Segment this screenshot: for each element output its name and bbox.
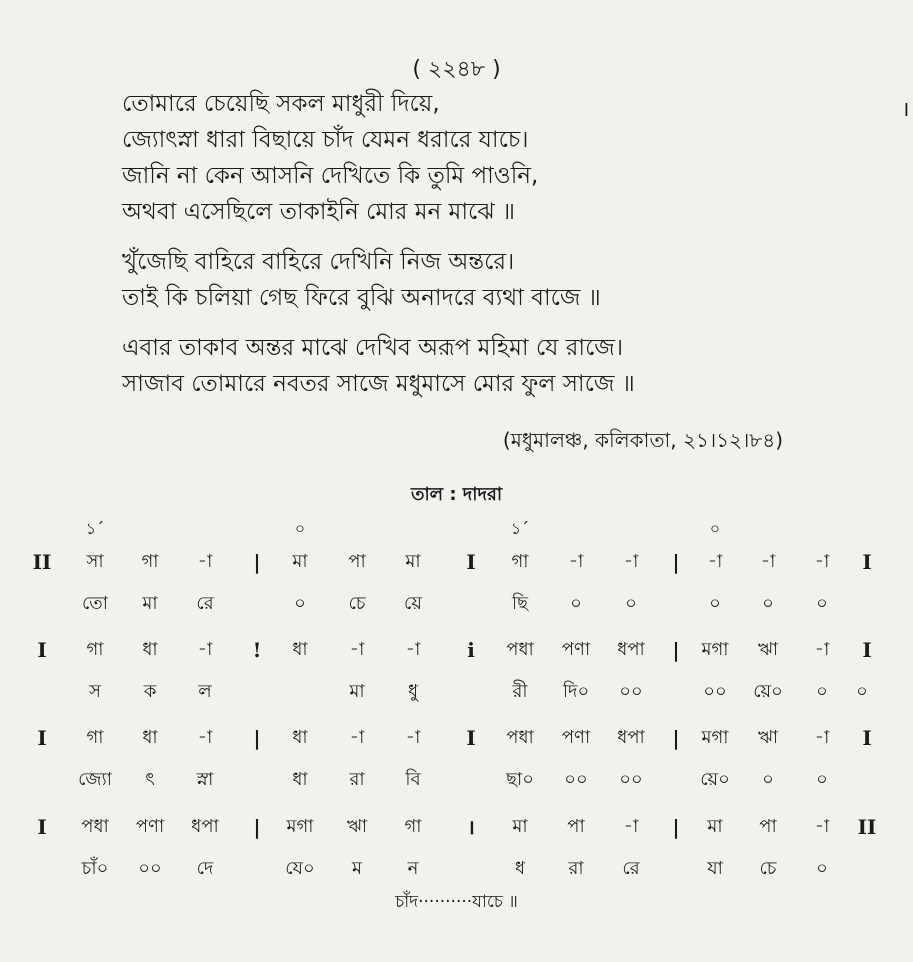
lyric-syllable: ০ <box>294 593 306 614</box>
lyric-syllable: ল <box>198 681 212 702</box>
lyric-syllable: মা <box>142 593 158 614</box>
lyric-syllable: য়ে০ <box>700 769 730 790</box>
bar-line: II <box>857 815 877 839</box>
lyric-syllable: রী <box>512 681 528 702</box>
lyric-syllable: ধু <box>407 681 419 702</box>
bar-line: I <box>37 815 47 839</box>
swara-note: পণা <box>561 639 591 660</box>
lyric-syllable: ০ <box>762 769 774 790</box>
lyric-syllable: ০০ <box>619 769 643 790</box>
swara-note: পধা <box>81 816 109 837</box>
poem-line: জানি না কেন আসনি দেখিতে কি তুমি পাওনি, <box>122 163 539 189</box>
swara-note: গা <box>511 551 529 572</box>
beat-mark: ১´ <box>85 519 105 538</box>
bar-line: I <box>862 550 872 574</box>
bar-line: II <box>32 550 52 574</box>
bar-line: I <box>466 550 476 574</box>
swara-note: পা <box>567 816 585 837</box>
lyric-syllable: ০ <box>816 681 828 702</box>
swara-note: -া <box>814 816 830 837</box>
lyric-syllable: ০০ <box>703 681 727 702</box>
swara-note: -া <box>197 551 213 572</box>
bar-line: i <box>467 638 475 662</box>
lyric-syllable: স <box>89 681 101 702</box>
lyric-syllable: ন <box>407 858 419 879</box>
swara-note: মা <box>405 551 421 572</box>
lyric-syllable: ০ <box>762 593 774 614</box>
swara-note: সা <box>86 551 104 572</box>
bar-line: । <box>467 815 475 839</box>
swara-note: ধপা <box>617 639 645 660</box>
swara-note: গা <box>141 551 159 572</box>
swara-note: -া <box>349 727 365 748</box>
lyric-syllable: দে <box>196 858 214 879</box>
page-number: ( ২২৪৮ ) <box>412 57 501 82</box>
swara-note: -া <box>760 551 776 572</box>
swara-note: গা <box>86 727 104 748</box>
swara-note: পা <box>759 816 777 837</box>
swara-note: ঋা <box>346 816 368 837</box>
swara-note: -া <box>814 551 830 572</box>
poem-line: সাজাব তোমারে নবতর সাজে মধুমাসে মোর ফুল সাজে ॥ <box>122 371 635 397</box>
lyric-syllable: রা <box>349 769 365 790</box>
lyric-syllable: ০০ <box>564 769 588 790</box>
swara-note: ধা <box>292 727 308 748</box>
lyric-syllable: ছা০ <box>506 769 534 790</box>
lyric-syllable: ৎ <box>145 769 155 790</box>
swara-note: গা <box>86 639 104 660</box>
lyric-syllable: চাঁ০ <box>81 858 109 879</box>
swara-note: ধা <box>292 639 308 660</box>
poem-line: তাই কি চলিয়া গেছ ফিরে বুঝি অনাদরে ব্যথা বাজে ॥ <box>122 285 601 311</box>
lyric-syllable: যে০ <box>285 858 315 879</box>
bar-line: I <box>37 638 47 662</box>
poem-line: খুঁজেছি বাহিরে বাহিরে দেখিনি নিজ অন্তরে। <box>122 249 515 275</box>
lyric-syllable: ধা <box>292 769 308 790</box>
lyric-syllable: ০ <box>570 593 582 614</box>
lyric-syllable: ০ <box>625 593 637 614</box>
swara-note: -া <box>623 816 639 837</box>
swara-note: ধা <box>142 639 158 660</box>
bar-line: | <box>253 726 261 750</box>
bar-line: I <box>466 726 476 750</box>
bar-line: I <box>37 726 47 750</box>
bar-line: | <box>253 815 261 839</box>
swara-note: পণা <box>135 816 165 837</box>
swara-note: -া <box>349 639 365 660</box>
swara-note: পধা <box>506 727 534 748</box>
lyric-syllable: ০০ <box>138 858 162 879</box>
lyric-syllable: চে <box>348 593 366 614</box>
swara-note: ঋা <box>757 639 779 660</box>
bar-line: | <box>672 726 680 750</box>
lyric-syllable: রে <box>196 593 214 614</box>
beat-mark: ১´ <box>510 519 530 538</box>
swara-note: -া <box>197 727 213 748</box>
lyric-syllable: ০০ <box>619 681 643 702</box>
poem-line: অথবা এসেছিলে তাকাইনি মোর মন মাঝে ॥ <box>122 199 515 225</box>
swara-note: মা <box>707 816 723 837</box>
poem-line: জ্যোৎস্না ধারা বিছায়ে চাঁদ যেমন ধরারে যাচে। <box>122 127 529 153</box>
swara-note: পণা <box>561 727 591 748</box>
swara-note: -া <box>197 639 213 660</box>
lyric-syllable: রা <box>568 858 584 879</box>
lyric-syllable: ক <box>143 681 157 702</box>
lyric-syllable: চে <box>759 858 777 879</box>
swara-note: মগা <box>286 816 314 837</box>
beat-mark: ০ <box>294 519 306 538</box>
source-citation: (মধুমালঞ্চ, কলিকাতা, ২১।১২।৮৪) <box>502 428 783 452</box>
swara-note: -া <box>707 551 723 572</box>
lyric-syllable: ০ <box>816 593 828 614</box>
bar-line: I <box>862 726 872 750</box>
bar-line: | <box>672 638 680 662</box>
swara-note: -া <box>405 639 421 660</box>
swara-note: মগা <box>701 727 729 748</box>
lyric-syllable: ০ <box>856 681 868 702</box>
poem-line: এবার তাকাব অন্তর মাঝে দেখিব অরূপ মহিমা যে রাজে। <box>122 335 624 361</box>
lyric-syllable: য়ে <box>404 593 422 614</box>
lyric-syllable: তো <box>81 593 109 614</box>
swara-note: -া <box>814 639 830 660</box>
lyric-syllable: ০ <box>709 593 721 614</box>
lyric-syllable: বি <box>405 769 421 790</box>
footer-text: চাঁদ··········যাচে ॥ <box>395 892 518 912</box>
margin-mark: I <box>903 100 909 121</box>
bar-line: ! <box>252 638 262 662</box>
lyric-syllable: ০ <box>816 858 828 879</box>
swara-note: গা <box>404 816 422 837</box>
lyric-syllable: যা <box>707 858 723 879</box>
lyric-syllable: রে <box>622 858 640 879</box>
lyric-syllable: ম <box>352 858 362 879</box>
swara-note: ধা <box>142 727 158 748</box>
bar-line: | <box>672 550 680 574</box>
swara-note: মগা <box>701 639 729 660</box>
swara-note: -া <box>814 727 830 748</box>
swara-note: -া <box>623 551 639 572</box>
bar-line: | <box>672 815 680 839</box>
lyric-syllable: ছি <box>511 593 529 614</box>
swara-note: ধপা <box>191 816 219 837</box>
bar-line: | <box>253 550 261 574</box>
swara-note: -া <box>568 551 584 572</box>
poem-line: তোমারে চেয়েছি সকল মাধুরী দিয়ে, <box>122 91 440 117</box>
tala-heading: তাল : দাদরা <box>410 484 503 505</box>
lyric-syllable: দি০ <box>562 681 590 702</box>
lyric-syllable: জ্যো <box>78 769 112 790</box>
swara-note: মা <box>292 551 308 572</box>
swara-note: -া <box>405 727 421 748</box>
lyric-syllable: ০ <box>816 769 828 790</box>
swara-note: ধপা <box>617 727 645 748</box>
beat-mark: ০ <box>709 519 721 538</box>
bar-line: I <box>862 638 872 662</box>
lyric-syllable: ধ <box>514 858 526 879</box>
lyric-syllable: য়ে০ <box>753 681 783 702</box>
swara-note: ঋা <box>757 727 779 748</box>
lyric-syllable: মা <box>349 681 365 702</box>
swara-note: পধা <box>506 639 534 660</box>
swara-note: মা <box>512 816 528 837</box>
swara-note: পা <box>348 551 366 572</box>
lyric-syllable: স্না <box>196 769 214 790</box>
